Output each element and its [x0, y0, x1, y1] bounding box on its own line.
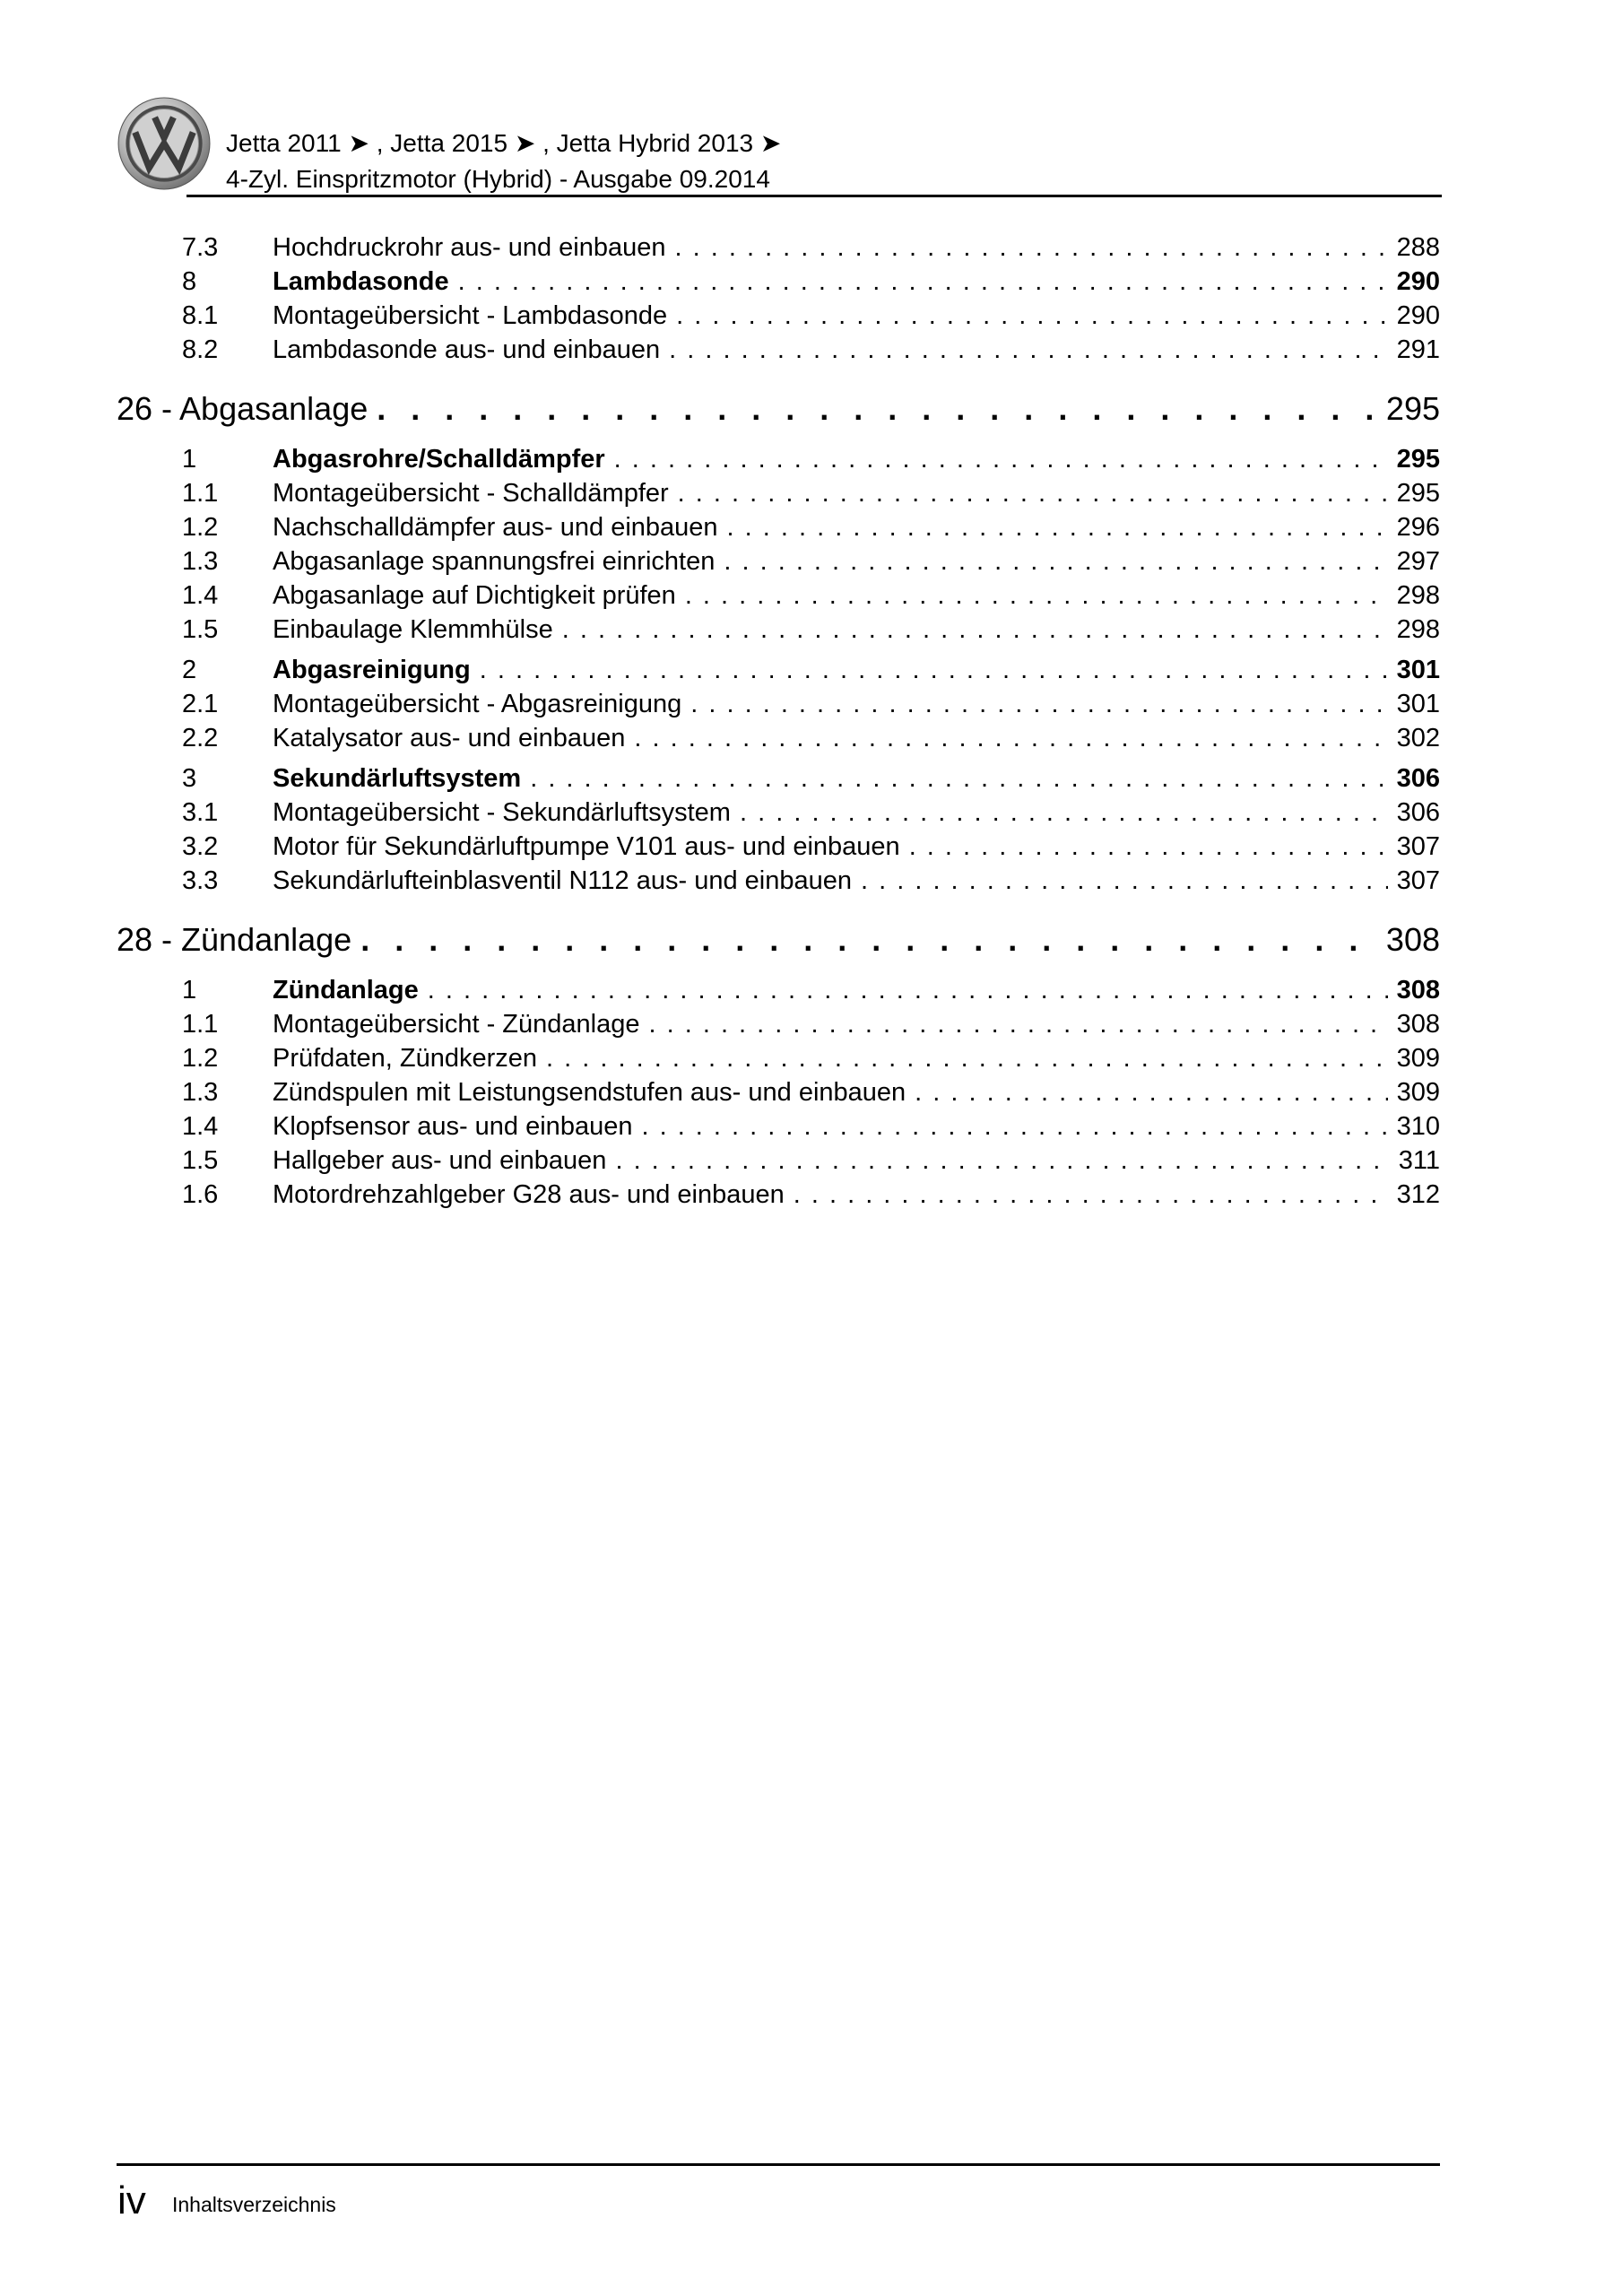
toc-page-number: 290 [1396, 301, 1440, 330]
toc-entry-number: 8.2 [182, 335, 219, 364]
toc-entry [182, 300, 1440, 332]
toc-entry [182, 478, 1440, 509]
toc-entry [182, 444, 1440, 475]
header-engine-edition: 4-Zyl. Einspritzmotor (Hybrid) - Ausgabe 09.2014 [226, 165, 770, 193]
footer-section-title: Inhaltsverzeichnis [172, 2193, 336, 2216]
toc-page-number: 308 [1396, 1010, 1440, 1039]
toc-dot-leader [690, 689, 1387, 720]
toc-entry-number: 2.1 [182, 690, 219, 718]
toc-entry-title: Katalysator aus- und einbauen [273, 724, 626, 752]
toc-page-number: 291 [1396, 335, 1440, 364]
toc-page-number: 297 [1396, 547, 1440, 576]
toc-page-number: 306 [1396, 764, 1440, 793]
toc-page-number: 312 [1396, 1180, 1440, 1209]
toc-entry-title: Abgasanlage spannungsfrei einrichten [273, 547, 716, 576]
toc-entry [182, 865, 1440, 897]
toc-entry-title: Montageübersicht - Sekundärluftsystem [273, 798, 731, 827]
toc-entry-title: Abgasanlage auf Dichtigkeit prüfen [273, 581, 676, 610]
toc-page-number: 310 [1396, 1112, 1440, 1141]
toc-entry-number: 3.1 [182, 798, 219, 827]
toc-entry-number: 2 [182, 656, 197, 684]
toc-entry-number: 3.3 [182, 866, 219, 895]
toc-dot-leader [530, 763, 1387, 795]
toc-dot-leader [678, 478, 1388, 509]
toc-entry [182, 1145, 1440, 1177]
toc-entry-title: 28 - Zündanlage [117, 921, 352, 958]
toc-dot-leader [676, 300, 1387, 332]
toc-dot-leader [546, 1043, 1388, 1074]
toc-entry-title: Montageübersicht - Schalldämpfer [273, 479, 669, 508]
toc-dot-leader [915, 1077, 1387, 1109]
footer-divider [117, 2163, 1440, 2166]
toc-entry-number: 1.5 [182, 1146, 219, 1175]
toc-page-number: 302 [1396, 724, 1440, 752]
toc-entry-title: Montageübersicht - Abgasreinigung [273, 690, 682, 718]
footer-page-number: iv [117, 2179, 146, 2222]
toc-page-number: 307 [1396, 866, 1440, 895]
toc-entry-number: 3.2 [182, 832, 219, 861]
toc-dot-leader [377, 389, 1377, 428]
toc-entry [182, 512, 1440, 544]
toc-entry-number: 1.3 [182, 547, 219, 576]
toc-entry [182, 232, 1440, 264]
toc-entry-number: 2.2 [182, 724, 219, 752]
toc-page-number: 296 [1396, 513, 1440, 542]
toc-entry-title: Montageübersicht - Zündanlage [273, 1010, 640, 1039]
toc-entry-number: 1.6 [182, 1180, 219, 1209]
toc-entry-number: 1.1 [182, 1010, 219, 1039]
toc-entry [182, 1179, 1440, 1211]
toc-page-number: 309 [1396, 1044, 1440, 1073]
toc-dot-leader [675, 232, 1388, 264]
toc-entry-number: 1 [182, 976, 197, 1004]
toc-entry [182, 1009, 1440, 1040]
toc-entry [182, 580, 1440, 612]
toc-entry-number: 1.4 [182, 581, 219, 610]
toc-entry [182, 614, 1440, 646]
toc-dot-leader [641, 1111, 1387, 1143]
toc-entry-title: Abgasreinigung [273, 656, 471, 684]
toc-entry-title: 26 - Abgasanlage [117, 390, 369, 427]
toc-entry [182, 335, 1440, 366]
toc-page-number: 311 [1398, 1146, 1440, 1175]
toc-page-number: 288 [1396, 233, 1440, 262]
toc-page-number: 298 [1396, 581, 1440, 610]
toc-entry-number: 1.5 [182, 615, 219, 644]
toc-entry-title: Lambdasonde [273, 267, 449, 296]
toc-dot-leader [360, 920, 1377, 959]
toc-dot-leader [614, 444, 1388, 475]
toc-entry-number: 1.2 [182, 1044, 219, 1073]
toc-entry [182, 546, 1440, 578]
toc-page-number: 301 [1396, 690, 1440, 718]
toc-page-number: 309 [1396, 1078, 1440, 1107]
toc-entry [182, 975, 1440, 1006]
toc-entry-title: Sekundärlufteinblasventil N112 aus- und einbauen [273, 866, 852, 895]
toc-entry-number: 1.2 [182, 513, 219, 542]
volkswagen-logo-icon [117, 97, 211, 190]
toc-entry-number: 1.1 [182, 479, 219, 508]
toc-page-number: 301 [1396, 656, 1440, 684]
toc-page-number: 308 [1396, 976, 1440, 1004]
toc-entry [182, 1077, 1440, 1109]
toc-dot-leader [861, 865, 1388, 897]
toc-entry-number: 8.1 [182, 301, 219, 330]
toc-page-number: 298 [1396, 615, 1440, 644]
toc-chapter-heading [117, 920, 1440, 959]
toc-entry-title: Einbaulage Klemmhülse [273, 615, 553, 644]
toc-dot-leader [909, 831, 1388, 863]
toc-entry-title: Nachschalldämpfer aus- und einbauen [273, 513, 718, 542]
toc-entry-number: 1.3 [182, 1078, 219, 1107]
toc-dot-leader [480, 655, 1388, 686]
toc-entry-title: Klopfsensor aus- und einbauen [273, 1112, 633, 1141]
toc-chapter-heading [117, 389, 1440, 428]
toc-entry-title: Lambdasonde aus- und einbauen [273, 335, 661, 364]
toc-page-number: 295 [1385, 390, 1440, 427]
toc-dot-leader [458, 266, 1388, 298]
toc-entry [182, 831, 1440, 863]
toc-page-number: 290 [1396, 267, 1440, 296]
toc-entry [182, 763, 1440, 795]
toc-entry-title: Prüfdaten, Zündkerzen [273, 1044, 538, 1073]
toc-entry-title: Montageübersicht - Lambdasonde [273, 301, 668, 330]
toc-entry-title: Zündanlage [273, 976, 419, 1004]
toc-entry-title: Zündspulen mit Leistungsendstufen aus- und einbauen [273, 1078, 906, 1107]
toc-entry-title: Sekundärluftsystem [273, 764, 522, 793]
toc-entry-number: 1 [182, 445, 197, 474]
toc-dot-leader [634, 723, 1387, 754]
toc-entry [182, 266, 1440, 298]
toc-page-number: 307 [1396, 832, 1440, 861]
toc-dot-leader [648, 1009, 1387, 1040]
header-vehicle-models: Jetta 2011 ➤ , Jetta 2015 ➤ , Jetta Hybrid 2013 ➤ [226, 129, 782, 157]
toc-entry [182, 723, 1440, 754]
toc-entry-title: Motor für Sekundärluftpumpe V101 aus- und einbauen [273, 832, 900, 861]
toc-entry [182, 1111, 1440, 1143]
toc-page-number: 295 [1396, 479, 1440, 508]
toc-entry-number: 8 [182, 267, 197, 296]
toc-page-number: 295 [1396, 445, 1440, 474]
toc-entry-number: 1.4 [182, 1112, 219, 1141]
toc-dot-leader [724, 546, 1387, 578]
toc-dot-leader [562, 614, 1388, 646]
toc-entry [182, 797, 1440, 829]
toc-page-number: 306 [1396, 798, 1440, 827]
toc-dot-leader [428, 975, 1388, 1006]
toc-dot-leader [615, 1145, 1389, 1177]
toc-entry-title: Hochdruckrohr aus- und einbauen [273, 233, 666, 262]
toc-dot-leader [727, 512, 1388, 544]
toc-entry-title: Motordrehzahlgeber G28 aus- und einbauen [273, 1180, 785, 1209]
toc-dot-leader [740, 797, 1388, 829]
header-divider [186, 195, 1442, 197]
toc-entry-number: 7.3 [182, 233, 219, 262]
toc-dot-leader [794, 1179, 1388, 1211]
toc-entry-title: Hallgeber aus- und einbauen [273, 1146, 607, 1175]
toc-dot-leader [685, 580, 1388, 612]
toc-entry [182, 1043, 1440, 1074]
toc-entry-number: 3 [182, 764, 197, 793]
toc-dot-leader [669, 335, 1387, 366]
toc-page-number: 308 [1385, 921, 1440, 958]
toc-entry-title: Abgasrohre/Schalldämpfer [273, 445, 605, 474]
toc-entry [182, 689, 1440, 720]
toc-entry [182, 655, 1440, 686]
